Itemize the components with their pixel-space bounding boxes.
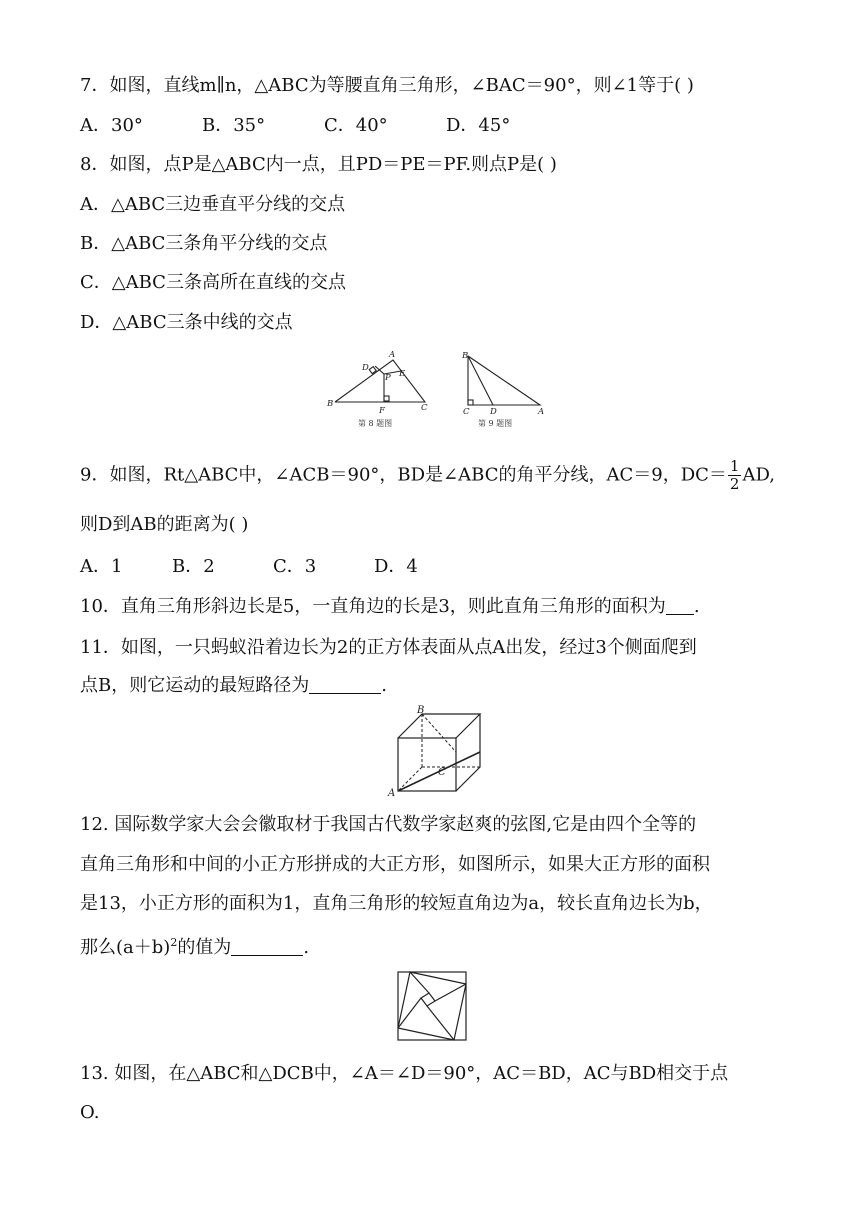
label-e: E bbox=[399, 369, 406, 379]
label-d: D bbox=[362, 363, 369, 373]
q12-line1: 12. 国际数学家大会会徽取材于我国古代数学家赵爽的弦图,它是由四个全等的 bbox=[80, 814, 697, 835]
q13-line2: O. bbox=[80, 1102, 100, 1123]
label-a: A bbox=[538, 407, 545, 417]
figure-9-caption: 第 9 题图 bbox=[478, 419, 513, 428]
fraction-denominator: 2 bbox=[729, 475, 740, 493]
q9-option-c: C．3 bbox=[273, 556, 317, 577]
label-d: D bbox=[490, 407, 497, 417]
figure-q9-triangle bbox=[456, 348, 552, 430]
q12-exponent: 2 bbox=[170, 936, 178, 949]
triangle-abc bbox=[335, 360, 425, 402]
label-f: F bbox=[379, 406, 385, 416]
label-p: P bbox=[385, 373, 391, 383]
q8-stem: 8．如图，点P是△ABC内一点，且PD＝PE＝PF.则点P是( ) bbox=[80, 154, 557, 175]
right-angle-f bbox=[384, 396, 389, 401]
q7-option-c: C．40° bbox=[324, 115, 388, 136]
q7-option-a: A．30° bbox=[80, 115, 143, 136]
q7-option-b: B．35° bbox=[202, 115, 266, 136]
q12-line3: 是13，小正方形的面积为1，直角三角形的较短直角边为a，较长直角边长为b， bbox=[80, 893, 713, 914]
q9-stem bbox=[80, 458, 775, 493]
label-a: A bbox=[388, 788, 396, 798]
q8-option-d: D．△ABC三条中线的交点 bbox=[80, 312, 293, 333]
figure-q11-cube bbox=[384, 704, 484, 798]
answer-blank[interactable] bbox=[309, 675, 381, 694]
triangle-abc bbox=[468, 356, 540, 405]
label-b: B bbox=[462, 351, 469, 361]
cube-top-edges bbox=[398, 714, 480, 738]
q11-line2 bbox=[80, 674, 387, 698]
figure-q8-triangle bbox=[318, 348, 436, 430]
fraction-numerator: 1 bbox=[729, 457, 740, 475]
q10-stem bbox=[80, 595, 700, 619]
q9-stem-part2: AD, bbox=[742, 464, 775, 486]
q12-line2: 直角三角形和中间的小正方形拼成的大正方形，如图所示，如果大正方形的面积 bbox=[80, 854, 710, 875]
label-b: B bbox=[327, 399, 334, 409]
q12-text-a: 那么(a＋b) bbox=[80, 937, 171, 958]
q9-stem-part1: 9．如图，Rt△ABC中，∠ACB＝90°，BD是∠ABC的角平分线，AC＝9，DC＝ bbox=[80, 464, 727, 486]
figure-q12-chord-diagram bbox=[396, 970, 468, 1042]
bisector-bd bbox=[468, 356, 493, 405]
q9-option-a: A．1 bbox=[80, 556, 123, 577]
cube-front-face bbox=[398, 738, 456, 791]
q11-line1: 11．如图，一只蚂蚁沿着边长为2的正方体表面从点A出发，经过3个侧面爬到 bbox=[80, 637, 697, 658]
label-c: C bbox=[421, 403, 428, 413]
label-a: A bbox=[389, 350, 396, 360]
q10-end: . bbox=[693, 596, 700, 617]
q10-text: 10．直角三角形斜边长是5，一直角边的长是3，则此直角三角形的面积为 bbox=[80, 596, 666, 617]
q8-option-c: C．△ABC三条高所在直线的交点 bbox=[80, 272, 346, 293]
q9-fraction bbox=[728, 458, 742, 493]
q12-end: . bbox=[303, 937, 310, 958]
center-small-square bbox=[421, 993, 435, 1006]
q8-option-b: B．△ABC三条角平分线的交点 bbox=[80, 233, 328, 254]
q7-option-d: D．45° bbox=[446, 115, 511, 136]
q9-line2: 则D到AB的距离为( ) bbox=[80, 514, 249, 535]
inner-hypotenuse-square bbox=[398, 972, 466, 1040]
q9-option-b: B．2 bbox=[172, 556, 215, 577]
q7-stem: 7．如图，直线m∥n，△ABC为等腰直角三角形，∠BAC＝90°，则∠1等于( ) bbox=[80, 75, 694, 96]
answer-blank[interactable] bbox=[666, 596, 694, 615]
right-angle-c bbox=[468, 400, 473, 405]
q13-line1: 13. 如图，在△ABC和△DCB中，∠A＝∠D＝90°，AC＝BD，AC与BD相交于点 bbox=[80, 1063, 729, 1084]
q9-option-d: D．4 bbox=[374, 556, 418, 577]
triangle-edge bbox=[435, 984, 466, 1001]
q8-option-a: A．△ABC三边垂直平分线的交点 bbox=[80, 194, 346, 215]
answer-blank[interactable] bbox=[231, 937, 303, 956]
label-c: C bbox=[438, 767, 446, 778]
label-c: C bbox=[463, 407, 470, 417]
q12-text-b: 的值为 bbox=[177, 937, 232, 958]
q12-line4 bbox=[80, 931, 309, 960]
hidden-path bbox=[422, 714, 456, 752]
label-b: B bbox=[417, 705, 425, 716]
q11-end: . bbox=[381, 675, 387, 696]
q11-text: 点B，则它运动的最短路径为 bbox=[80, 675, 310, 696]
hidden-edge bbox=[398, 767, 422, 791]
figure-8-caption: 第 8 题图 bbox=[358, 419, 393, 428]
